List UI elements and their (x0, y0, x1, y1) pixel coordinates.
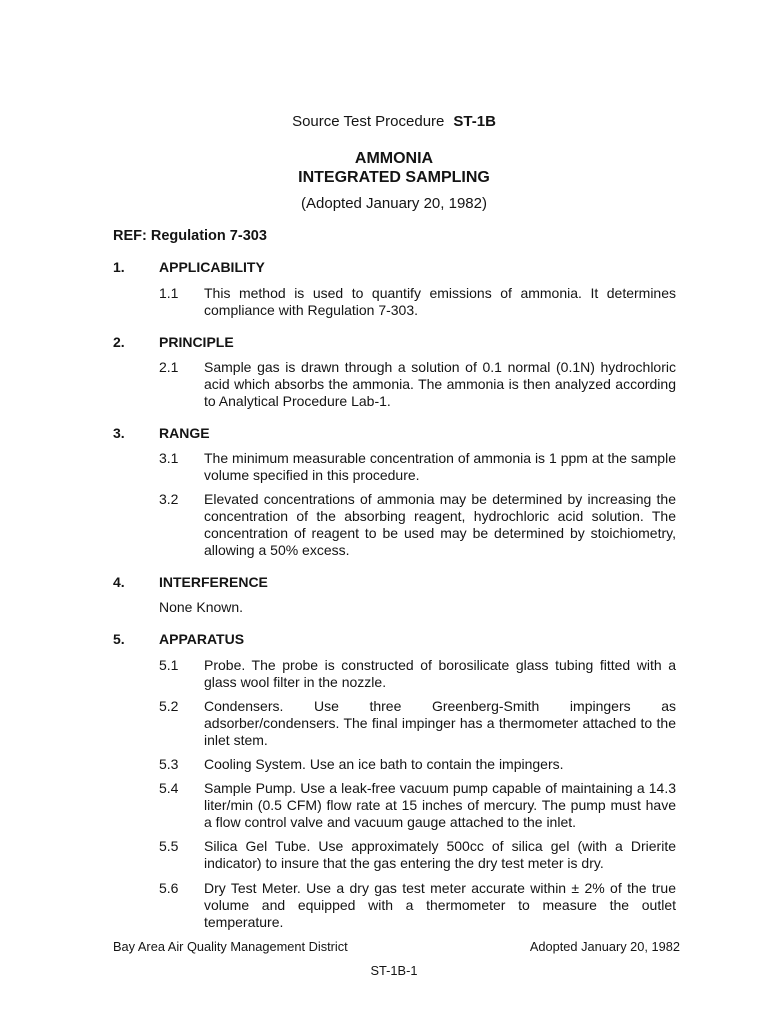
paragraph-line: adsorber/condensers. The final impinger has a thermometer attached to the (204, 715, 676, 731)
page-footer (113, 938, 680, 955)
heading-line-1: AMMONIA (354, 150, 434, 167)
procedure-code: ST-1B (453, 113, 496, 130)
item-number: 5.6 (159, 880, 179, 896)
document-heading (113, 149, 675, 187)
section-title: PRINCIPLE (159, 334, 234, 350)
item-text (204, 756, 676, 773)
paragraph-line: Cooling System. Use an ice bath to contain the impingers. (204, 756, 564, 772)
section-number: 1. (113, 259, 125, 275)
item-number: 5.1 (159, 657, 179, 673)
item-text (204, 838, 676, 872)
item-text (204, 698, 676, 749)
paragraph-line: temperature. (204, 914, 284, 930)
item-text (204, 657, 676, 691)
item-5-2 (159, 698, 676, 749)
paragraph-line: acid which absorbs the ammonia. The ammonia is then analyzed according (204, 376, 676, 392)
paragraph-line: Elevated concentrations of ammonia may be determined by increasing the (204, 491, 676, 507)
item-5-5 (159, 838, 676, 872)
paragraph-line: concentration of the absorbing reagent, hydrochloric acid solution. The (204, 508, 676, 524)
paragraph-line: Sample Pump. Use a leak-free vacuum pump capable of maintaining a 14.3 (204, 780, 676, 796)
section-number: 5. (113, 631, 125, 647)
heading-line-2: INTEGRATED SAMPLING (298, 169, 490, 186)
item-2-1 (159, 359, 676, 410)
section-number: 2. (113, 334, 125, 350)
item-number: 5.5 (159, 838, 179, 854)
section-title: APPLICABILITY (159, 259, 265, 275)
procedure-title-prefix: Source Test Procedure (292, 113, 445, 130)
paragraph-line: liter/min (0.5 CFM) flow rate at 15 inches of mercury. The pump must have (204, 797, 676, 813)
procedure-title (113, 112, 675, 131)
item-text (204, 880, 676, 931)
item-text (204, 359, 676, 410)
paragraph-line: to Analytical Procedure Lab-1. (204, 393, 391, 409)
paragraph-line: compliance with Regulation 7-303. (204, 302, 419, 318)
item-number: 1.1 (159, 285, 179, 301)
item-1-1 (159, 285, 676, 319)
footer-adopted-date: Adopted January 20, 1982 (529, 939, 680, 954)
item-5-4 (159, 780, 676, 831)
item-number: 2.1 (159, 359, 179, 375)
section-title: INTERFERENCE (159, 574, 268, 590)
paragraph-line: a flow control valve and vacuum gauge attached to the inlet. (204, 814, 577, 830)
paragraph-line: This method is used to quantify emissions of ammonia. It determines (204, 285, 676, 301)
footer-organization: Bay Area Air Quality Management District (113, 939, 348, 954)
paragraph-line: indicator) to insure that the gas entering the dry test meter is dry. (204, 855, 604, 871)
section-text: None Known. (159, 599, 244, 615)
item-3-2 (159, 491, 676, 559)
item-text (204, 491, 676, 559)
item-number: 5.2 (159, 698, 179, 714)
item-5-1 (159, 657, 676, 691)
item-number: 3.1 (159, 450, 179, 466)
paragraph-line: glass wool filter in the nozzle. (204, 674, 387, 690)
page-number: ST-1B-1 (370, 963, 418, 978)
section-title: APPARATUS (159, 631, 245, 647)
paragraph-line: volume specified in this procedure. (204, 467, 420, 483)
section-number: 4. (113, 574, 125, 590)
paragraph-line: inlet stem. (204, 732, 268, 748)
item-text (204, 780, 676, 831)
item-number: 5.4 (159, 780, 179, 796)
item-3-1 (159, 450, 676, 484)
item-text (204, 450, 676, 484)
item-text (204, 285, 676, 319)
paragraph-line: Dry Test Meter. Use a dry gas test meter accurate within ± 2% of the true (204, 880, 676, 896)
paragraph-line: allowing a 50% excess. (204, 542, 350, 558)
section-title: RANGE (159, 425, 210, 441)
regulation-reference: REF: Regulation 7-303 (113, 228, 267, 244)
paragraph-line: Condensers. Use three Greenberg-Smith impingers as (204, 698, 676, 714)
item-number: 5.3 (159, 756, 179, 772)
item-5-6 (159, 880, 676, 931)
item-number: 3.2 (159, 491, 179, 507)
section-number: 3. (113, 425, 125, 441)
paragraph-line: Probe. The probe is constructed of borosilicate glass tubing fitted with a (204, 657, 676, 673)
paragraph-line: volume and equipped with a thermometer to measure the outlet (204, 897, 676, 913)
paragraph-line: Sample gas is drawn through a solution of 0.1 normal (0.1N) hydrochloric (204, 359, 676, 375)
adopted-date: (Adopted January 20, 1982) (301, 195, 487, 212)
paragraph-line: Silica Gel Tube. Use approximately 500cc of silica gel (with a Drierite (204, 838, 676, 854)
item-5-3 (159, 756, 676, 773)
paragraph-line: The minimum measurable concentration of ammonia is 1 ppm at the sample (204, 450, 676, 466)
paragraph-line: concentration of reagent to be used may be determined by stoichiometry, (204, 525, 676, 541)
